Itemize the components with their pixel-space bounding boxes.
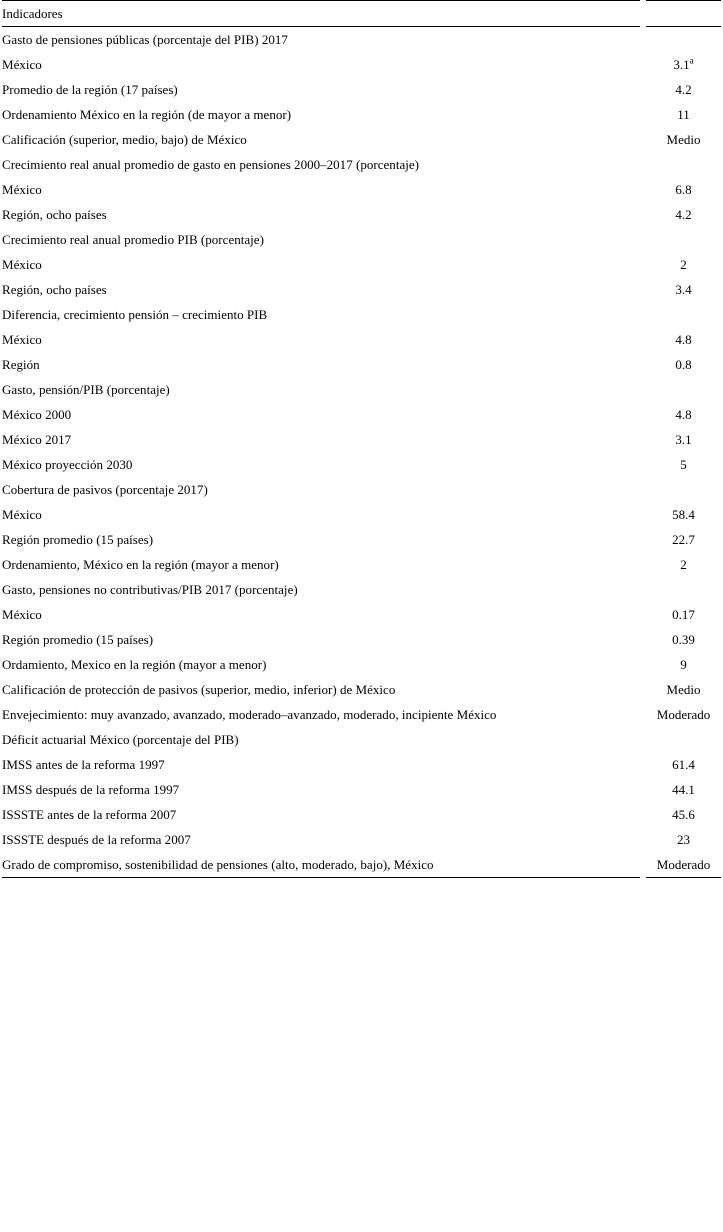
row-label: Región [2,357,40,372]
row-value [646,727,721,752]
table-row [2,827,721,852]
row-value: 22.7 [672,532,695,547]
table-row [2,677,721,702]
row-value: 45.6 [672,807,695,822]
row-label: México [2,257,42,272]
row-value: Medio [666,132,701,147]
row-label: Región promedio (15 países) [2,532,154,547]
row-label: México [2,332,42,347]
row-value: 0.8 [675,357,692,372]
row-value: 2 [680,257,687,272]
table-row [2,752,721,777]
table-row [2,552,721,577]
row-label: Envejecimiento: muy avanzado, avanzado, moderado–avanzado, moderado, incipiente México [2,707,497,722]
table-row [2,627,721,652]
table-row [2,127,721,152]
table-row [2,152,721,177]
table-header [2,1,721,27]
row-value: 44.1 [672,782,695,797]
row-label: Calificación (superior, medio, bajo) de México [2,132,247,147]
row-value [646,227,721,252]
row-value: Moderado [656,707,711,722]
row-value: 4.2 [675,207,692,222]
header-row [2,1,721,27]
table-row [2,502,721,527]
row-value: 3.1 [675,432,692,447]
row-label: Ordenamiento, México en la región (mayor a menor) [2,557,279,572]
table-row [2,227,721,252]
row-label: Gasto, pensiones no contributivas/PIB 2017 (porcentaje) [2,582,298,597]
table-row [2,402,721,427]
table-row [2,327,721,352]
row-value [646,52,721,77]
row-label: Déficit actuarial México (porcentaje del PIB) [2,732,239,747]
row-value [646,577,721,602]
table-row [2,377,721,402]
table-row [2,52,721,77]
row-label: Grado de compromiso, sostenibilidad de pensiones (alto, moderado, bajo), México [2,852,640,878]
row-value: 4.8 [675,332,692,347]
column-header-value [646,1,721,27]
table-body [2,27,721,878]
row-label: Crecimiento real anual promedio PIB (porcentaje) [2,232,264,247]
row-label: Ordenamiento México en la región (de mayor a menor) [2,107,292,122]
table-row [2,202,721,227]
row-label: Diferencia, crecimiento pensión – crecimiento PIB [2,307,268,322]
row-label: Calificación de protección de pasivos (superior, medio, inferior) de México [2,682,396,697]
row-value [646,377,721,402]
row-label: México proyección 2030 [2,457,133,472]
row-label: Región promedio (15 países) [2,632,154,647]
row-label: IMSS después de la reforma 1997 [2,782,180,797]
row-value [646,152,721,177]
row-label: ISSSTE después de la reforma 2007 [2,832,191,847]
row-label: Región, ocho países [2,282,107,297]
row-value [646,302,721,327]
row-value [646,477,721,502]
row-label: México 2000 [2,407,72,422]
row-label: México [2,507,42,522]
row-value: Medio [666,682,701,697]
row-value: 0.17 [672,607,695,622]
footnote-marker: a [689,55,694,66]
table-row [2,352,721,377]
row-label: ISSSTE antes de la reforma 2007 [2,807,177,822]
row-value: 2 [680,557,687,572]
table-row [2,652,721,677]
row-value: 58.4 [672,507,695,522]
table-row [2,77,721,102]
table-row [2,302,721,327]
row-value: 3.4 [675,282,692,297]
row-value: 9 [680,657,687,672]
row-label: IMSS antes de la reforma 1997 [2,757,165,772]
row-label: México [2,607,42,622]
table-row [2,802,721,827]
row-label: México 2017 [2,432,72,447]
table-row [2,27,721,53]
table-row [2,702,721,727]
row-value: 5 [680,457,687,472]
table-row [2,527,721,552]
row-label: Crecimiento real anual promedio de gasto en pensiones 2000–2017 (porcentaje) [2,157,420,172]
row-value: 6.8 [675,182,692,197]
row-label: Gasto, pensión/PIB (porcentaje) [2,382,170,397]
row-label: México [2,182,42,197]
row-value: 0.39 [672,632,695,647]
column-header-indicadores: Indicadores [2,1,640,27]
table-row [2,452,721,477]
table-row [2,102,721,127]
row-label: Promedio de la región (17 países) [2,82,178,97]
table-row [2,427,721,452]
table-row [2,852,721,878]
table-row [2,477,721,502]
table-row [2,277,721,302]
row-label: Cobertura de pasivos (porcentaje 2017) [2,482,208,497]
row-value: 23 [677,832,690,847]
row-value: 11 [677,107,690,122]
table-row [2,577,721,602]
row-label: Ordamiento, Mexico en la región (mayor a menor) [2,657,267,672]
table-row [2,177,721,202]
row-value-text: 3.1 [673,57,690,72]
row-value: 61.4 [672,757,695,772]
table-row [2,777,721,802]
row-value: 4.2 [675,82,692,97]
table-row [2,727,721,752]
row-label: Gasto de pensiones públicas (porcentaje del PIB) 2017 [2,32,288,47]
indicators-table [2,0,721,878]
row-value [646,27,721,53]
row-label: México [2,57,42,72]
row-label: Región, ocho países [2,207,107,222]
row-value: 4.8 [675,407,692,422]
table-row [2,252,721,277]
row-value: Moderado [646,852,721,878]
table-row [2,602,721,627]
